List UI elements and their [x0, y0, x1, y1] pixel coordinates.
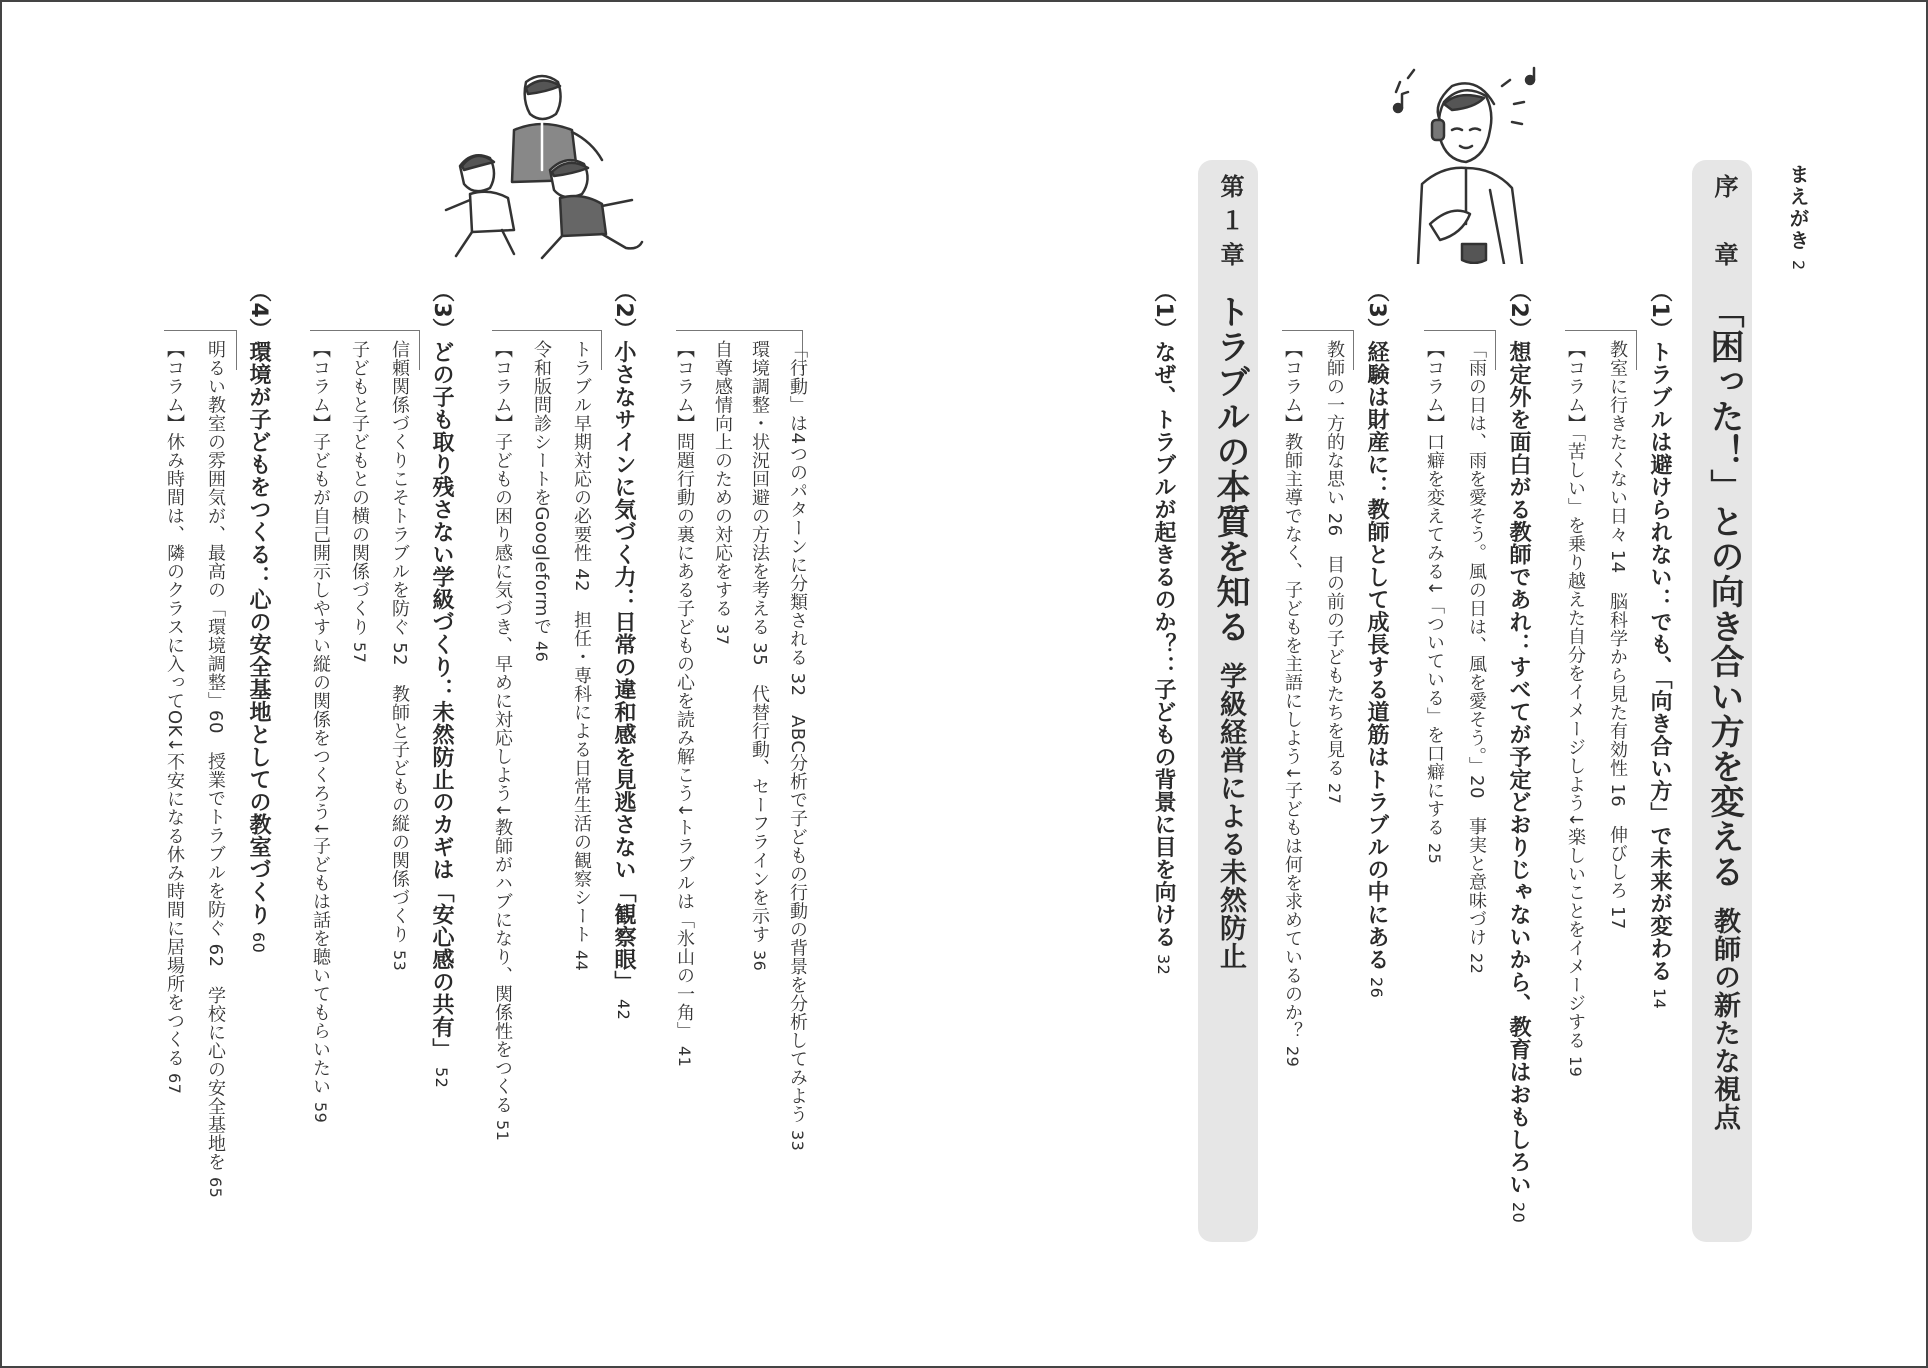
column-item: 【コラム】「苦しい」を乗り越えた自分をイメージしよう↓楽しいことをイメージする19: [1565, 340, 1586, 1077]
section-page: 42: [614, 999, 633, 1021]
section-page: 32: [1154, 954, 1173, 976]
column-item: 【コラム】子どもの困り感に気づき、早めに対応しよう↓教師がハブになり、関係性をつくる51: [492, 340, 513, 1142]
intro-section-1: [1648, 280, 1670, 1010]
list-item: 令和版問診シートをGoogleformで46: [531, 340, 552, 663]
section-page: 20: [1509, 1201, 1528, 1224]
column-item: 【コラム】子どもが自己開示しやすい縦の関係をつくろう↓子どもは話を聴いてもらいたい59: [310, 340, 331, 1123]
section-title: （1）トラブルは避けられない：でも、「向き合い方」で未来が変わる: [1647, 280, 1672, 983]
column-item: 【コラム】問題行動の裏にある子どもの心を読み解こう↓トラブルは「氷山の一角」41: [674, 340, 695, 1068]
list-item: 信頼関係づくりこそトラブルを防ぐ 52 教師と子どもの縦の関係づくり53: [389, 340, 410, 971]
section-page: 26: [1367, 976, 1386, 999]
list-item: トラブル早期対応の必要性 42 担任・専科による日常生活の観察シート44: [571, 340, 592, 971]
teacher-with-headphones-illustration: [1382, 64, 1542, 264]
list-item: 子どもと子どもとの横の関係づくり57: [349, 340, 370, 664]
list-item: 「行動」は4つのパターンに分類される 32 ABC分析で子どもの行動の背景を分析してみよう33: [787, 340, 808, 1151]
section-title: （4）環境が子どもをつくる：心の安全基地としての教室づくり: [246, 280, 271, 926]
section-title: （3）どの子も取り残さない学級づくり：未然防止のカギは「安心感の共有」: [429, 280, 454, 1061]
divider: [1495, 330, 1496, 370]
intro-heading: [1704, 174, 1744, 1131]
chapter1-section-4: [247, 280, 269, 953]
intro-title: 「困った！」との向き合い方を変える: [1704, 294, 1744, 889]
divider: [1565, 330, 1637, 331]
chapter1-section-2: [612, 280, 634, 1021]
section-title: （3）経験は財産に：教師として成長する道筋はトラブルの中にある: [1364, 280, 1389, 971]
teacher-and-running-children-illustration: [442, 70, 652, 260]
foreword-entry: [1788, 164, 1808, 272]
chapter1-section-1: [1152, 280, 1174, 976]
chapter1-section-3: [430, 280, 452, 1088]
intro-label: 序 章: [1710, 174, 1738, 276]
divider: [676, 330, 802, 331]
divider: [492, 330, 602, 331]
divider: [236, 330, 237, 370]
divider: [1636, 330, 1637, 370]
section-page: 60: [249, 931, 268, 954]
chapter1-heading: [1210, 174, 1250, 970]
divider: [419, 330, 420, 370]
list-item: 教師の一方的な思い 26 目の前の子どもたちを見る27: [1324, 340, 1345, 805]
divider: [310, 330, 420, 331]
intro-section-2: [1507, 280, 1529, 1223]
column-item: 【コラム】口癖を変えてみる↓「ついている」を口癖にする25: [1424, 340, 1445, 864]
list-item: 教室に行きたくない日々 14 脳科学から見た有効性 16 伸びしろ 17: [1607, 340, 1628, 930]
chapter1-title: トラブルの本質を知る: [1210, 294, 1250, 644]
intro-subtitle: 教師の新たな視点: [1709, 907, 1740, 1131]
divider: [164, 330, 236, 331]
list-item: 明るい教室の雰囲気が、最高の「環境調整」60 授業でトラブルを防ぐ 62 学校に心の安全基地を65: [205, 340, 226, 1199]
list-item: 自尊感情向上のための対応をする37: [712, 340, 733, 645]
intro-section-3: [1365, 280, 1387, 998]
chapter1-label: 第１章: [1216, 174, 1244, 276]
list-item: 「雨の日は、雨を愛そう。風の日は、風を愛そう。」20 事実と意味づけ22: [1466, 340, 1487, 975]
section-title: （1）なぜ、トラブルが起きるのか？：子どもの背景に目を向ける: [1151, 280, 1176, 949]
section-page: 52: [432, 1066, 451, 1089]
column-item: 【コラム】休み時間は、隣のクラスに入ってOK↓不安になる休み時間に居場所をつくる67: [164, 340, 185, 1095]
divider: [1424, 330, 1496, 331]
section-title: （2）小さなサインに気づく力：日常の違和感を見逃さない「観察眼」: [611, 280, 636, 994]
section-title: （2）想定外を面白がる教師であれ：すべてが予定どおりじゃないから、教育はおもしろい: [1506, 280, 1531, 1196]
chapter1-subtitle: 学級経営による未然防止: [1215, 662, 1246, 970]
column-item: 【コラム】教師主導でなく、子どもを主語にしよう↓子どもは何を求めているのか？29: [1282, 340, 1303, 1068]
divider: [1282, 330, 1354, 331]
list-item: 環境調整・状況回避の方法を考える 35 代替行動、セーフラインを示す36: [749, 340, 770, 971]
foreword-label: まえがき: [1786, 164, 1810, 252]
foreword-page: 2: [1789, 260, 1808, 273]
divider: [1353, 330, 1354, 370]
section-page: 14: [1650, 988, 1669, 1010]
divider: [601, 330, 602, 370]
